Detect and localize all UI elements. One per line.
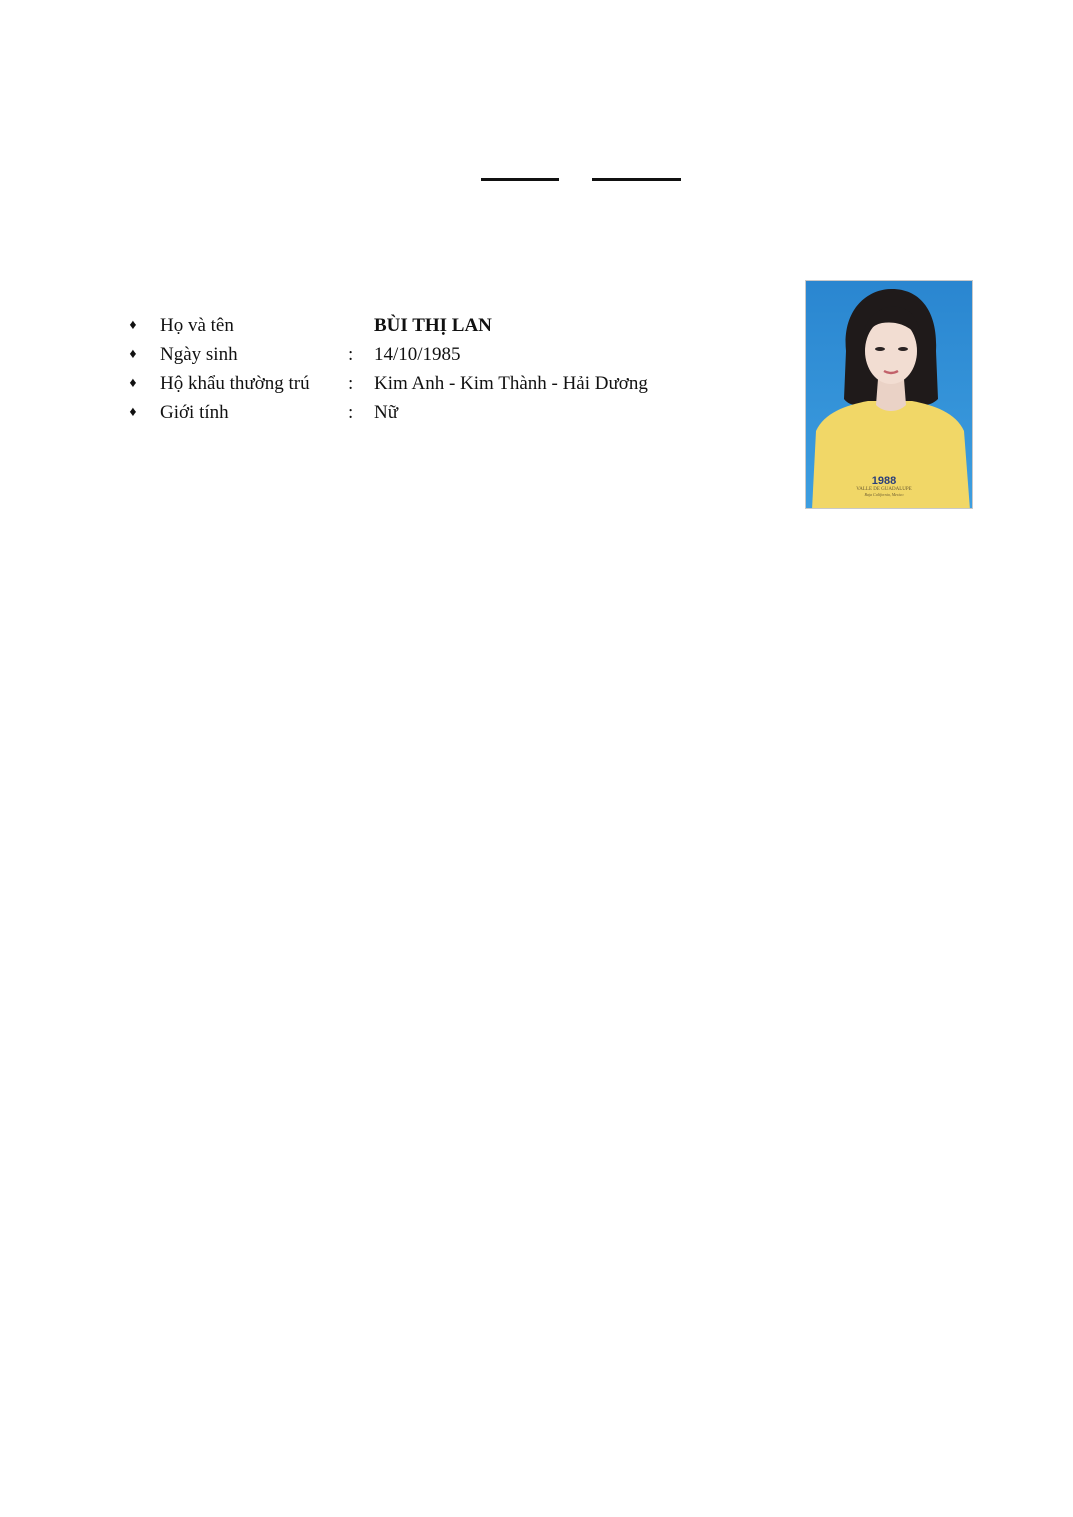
shirt-print-line2: Baja California, Mexico bbox=[864, 492, 904, 497]
portrait-photo bbox=[805, 280, 973, 509]
residence-value: Kim Anh - Kim Thành - Hải Dương bbox=[374, 373, 648, 394]
name-value: BÙI THỊ LAN bbox=[374, 315, 492, 336]
shirt-print-line1: VALLE DE GUADALUPE bbox=[856, 487, 912, 492]
residence-colon: : bbox=[348, 373, 354, 394]
gender-colon: : bbox=[348, 402, 354, 423]
left-eye bbox=[875, 347, 885, 351]
diamond-bullet-icon: ♦ bbox=[129, 318, 137, 333]
residence-label: Hộ khẩu thường trú bbox=[160, 373, 310, 394]
header-rule-left bbox=[481, 178, 559, 181]
birthdate-colon: : bbox=[348, 344, 354, 365]
gender-label: Giới tính bbox=[160, 402, 229, 423]
birthdate-label: Ngày sinh bbox=[160, 344, 238, 365]
birthdate-value: 14/10/1985 bbox=[374, 344, 461, 365]
right-eye bbox=[898, 347, 908, 351]
diamond-bullet-icon: ♦ bbox=[129, 376, 137, 391]
header-rule-right bbox=[592, 178, 681, 181]
diamond-bullet-icon: ♦ bbox=[129, 405, 137, 420]
portrait-illustration bbox=[806, 281, 973, 509]
name-label: Họ và tên bbox=[160, 315, 234, 336]
shirt-print-year: 1988 bbox=[871, 475, 897, 487]
diamond-bullet-icon: ♦ bbox=[129, 347, 137, 362]
gender-value: Nữ bbox=[374, 402, 399, 423]
